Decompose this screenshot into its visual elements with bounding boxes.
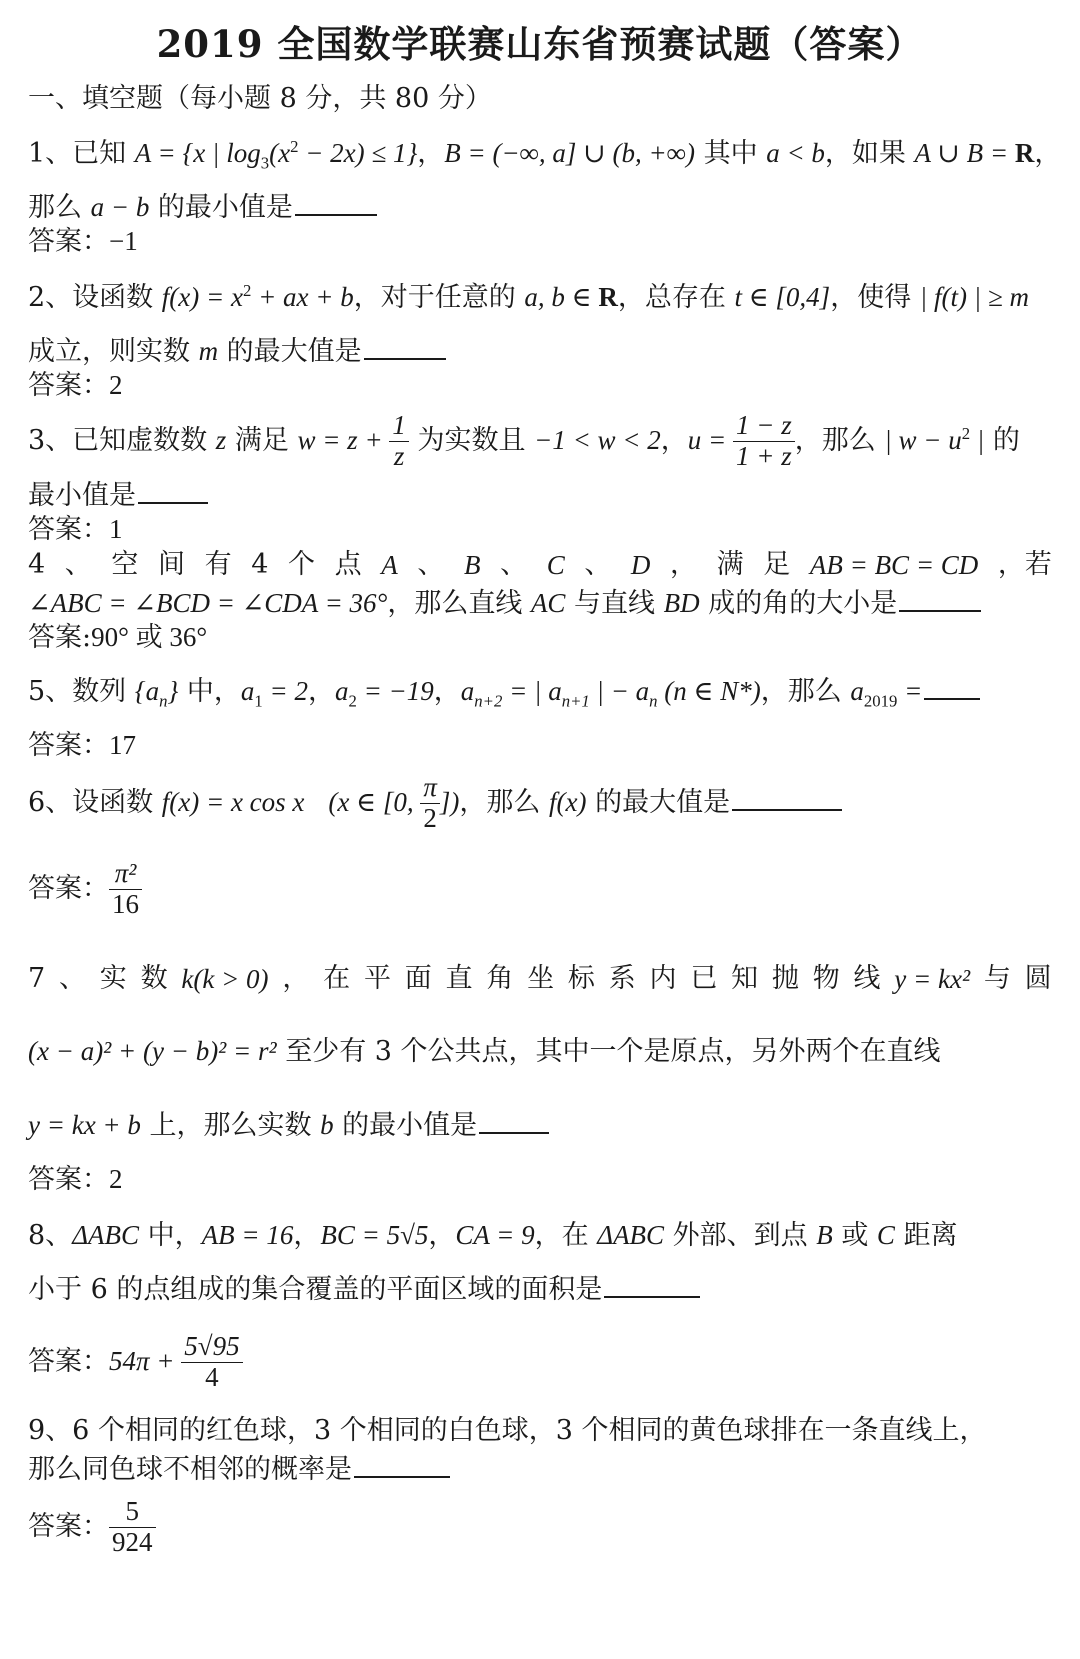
justified-word: 7: [28, 963, 46, 994]
answer-1: 答案：−1: [28, 226, 138, 257]
justified-word: 、: [500, 549, 528, 580]
justified-word: 系: [608, 963, 636, 994]
justified-word: 4: [28, 549, 46, 580]
fraction: $\frac{\text{π²}}{16}$: [109, 859, 142, 919]
justified-word: 圆: [1024, 963, 1052, 994]
question-8-line-2: 小于 6 的点组成的集合覆盖的平面区域的面积是: [28, 1270, 1052, 1307]
justified-word: k(k > 0): [181, 964, 269, 994]
question-5-line-1: 5、数列 $\{a_n\}$ 中，$a_1 = 2$，$a_2 = -19$，$a_{n+2}$ = | $a_{n+1}$ | − $a_n$ (n ∈ N*)，那么 $a_{2019}$ =: [28, 672, 1052, 709]
fraction: $\frac{\pi}{2}$: [420, 773, 440, 833]
answer-7: 答案：2: [28, 1164, 123, 1195]
justified-word: 角: [486, 963, 514, 994]
answer-2: 答案：2: [28, 370, 123, 401]
justified-word: 实: [99, 963, 127, 994]
justified-word: 直: [445, 963, 473, 994]
question-8-line-1: 8、ΔABC 中，AB = 16，BC = 5√5，CA = 9，在 ΔABC 外部、到点 B 或 C 距离: [28, 1220, 958, 1251]
justified-word: 与: [983, 963, 1011, 994]
justified-word: 内: [649, 963, 677, 994]
justified-word: 4: [251, 549, 269, 580]
fraction: $\frac{5√95}{4}$: [181, 1332, 242, 1392]
section-heading: 一、填空题（每小题 8 分，共 80 分）: [28, 83, 492, 114]
justified-word: D: [630, 550, 651, 580]
justified-word: C: [546, 550, 565, 580]
question-9-line-1: 9、6 个相同的红色球，3 个相同的白色球，3 个相同的黄色球排在一条直线上，: [28, 1415, 987, 1446]
justified-word: 间: [158, 549, 186, 580]
justified-word: 空: [111, 549, 139, 580]
justified-word: 知: [731, 963, 759, 994]
justified-word: B: [463, 550, 481, 580]
question-1-line-2: 那么 a − b 的最小值是: [28, 188, 1052, 225]
justified-word: 物: [812, 963, 840, 994]
justified-word: 有: [204, 549, 232, 580]
answer-5: 答案：17: [28, 730, 136, 761]
question-4-line-2: ∠ABC = ∠BCD = ∠CDA = 36°，那么直线 AC 与直线 BD 成的角的大小是: [28, 584, 1052, 621]
question-2-line-2: 成立，则实数 m 的最大值是: [28, 332, 1052, 369]
answer-blank: [604, 1270, 700, 1298]
answer-blank: [924, 672, 980, 700]
question-1-line-1: 1、已知 A = {x | $\log_3(x^2 - 2x) \le 1$}，B = (−∞, a] ∪ (b, +∞) 其中 a < b，如果 A ∪ B = R，: [28, 137, 1062, 173]
fraction: $\frac{1}{z}$: [389, 411, 409, 471]
justified-word: 平: [363, 963, 391, 994]
justified-word: ，: [282, 963, 310, 994]
justified-word: 足: [763, 549, 791, 580]
justified-word: 已: [690, 963, 718, 994]
answer-blank: [295, 188, 377, 216]
answer-3: 答案：1: [28, 514, 123, 545]
answer-blank: [354, 1450, 450, 1478]
answer-blank: [138, 476, 208, 504]
justified-word: 坐: [527, 963, 555, 994]
justified-word: 、: [417, 549, 445, 580]
justified-word: 标: [567, 963, 595, 994]
justified-word: 、: [584, 549, 612, 580]
answer-6: 答案： $\frac{\text{π²}}{16}$: [28, 856, 1052, 922]
justified-word: 、: [64, 549, 92, 580]
question-6-line-1: 6、设函数 f(x) = x cos x (x ∈ [0, $\frac{\pi}{2}$ ])，那么 f(x) 的最大值是: [28, 770, 1052, 834]
question-4-line-1: [28, 548, 1052, 582]
question-7-line-2: (x − a)² + (y − b)² = r² 至少有 3 个公共点，其中一个是原点，另外两个在直线: [28, 1036, 941, 1067]
answer-blank: [364, 332, 446, 360]
answer-blank: [899, 584, 981, 612]
justified-word: 满: [716, 549, 744, 580]
answer-blank: [479, 1106, 549, 1134]
question-3-line-1: 3、已知虚数数 z 满足 w = z + $\frac{1}{z}$ 为实数且 −1 < w < 2，u = $\frac{1 - z}{1 + z}$ ，那么 | $w - u^2$ | 的: [28, 410, 1020, 471]
question-3-line-2: 最小值是: [28, 476, 1052, 513]
justified-word: 面: [404, 963, 432, 994]
justified-word: 在: [323, 963, 351, 994]
fraction: $\frac{1 - z}{1 + z}$: [733, 411, 795, 471]
page-title: 2019 全国数学联赛山东省预赛试题（答案）: [156, 22, 924, 66]
justified-word: 数: [140, 963, 168, 994]
justified-word: 、: [58, 963, 86, 994]
justified-word: 线: [853, 963, 881, 994]
answer-blank: [732, 783, 842, 811]
justified-word: ，若: [997, 549, 1052, 580]
question-7-line-1: [28, 962, 1052, 996]
question-7-line-3: y = kx + b 上，那么实数 b 的最小值是: [28, 1106, 1052, 1143]
question-9-line-2: 那么同色球不相邻的概率是: [28, 1450, 1052, 1487]
justified-word: 点: [334, 549, 362, 580]
answer-8: 答案：54π + $\frac{5√95}{4}$: [28, 1328, 1052, 1394]
justified-word: 抛: [771, 963, 799, 994]
justified-word: 个: [288, 549, 316, 580]
answer-9: 答案： $\frac{5}{924}$: [28, 1494, 1052, 1560]
question-2-line-1: 2、设函数 $f(x) = x^2$ + ax + b，对于任意的 a, b ∈ R，总存在 t ∈ [0,4]，使得 | f(t) | ≥ m: [28, 281, 1029, 313]
justified-word: AB = BC = CD: [809, 550, 979, 580]
justified-word: ，: [670, 549, 698, 580]
fraction: $\frac{5}{924}$: [109, 1497, 156, 1557]
answer-4: 答案:90° 或 36°: [28, 622, 208, 653]
justified-word: A: [381, 550, 398, 580]
justified-word: y = kx²: [894, 964, 971, 994]
